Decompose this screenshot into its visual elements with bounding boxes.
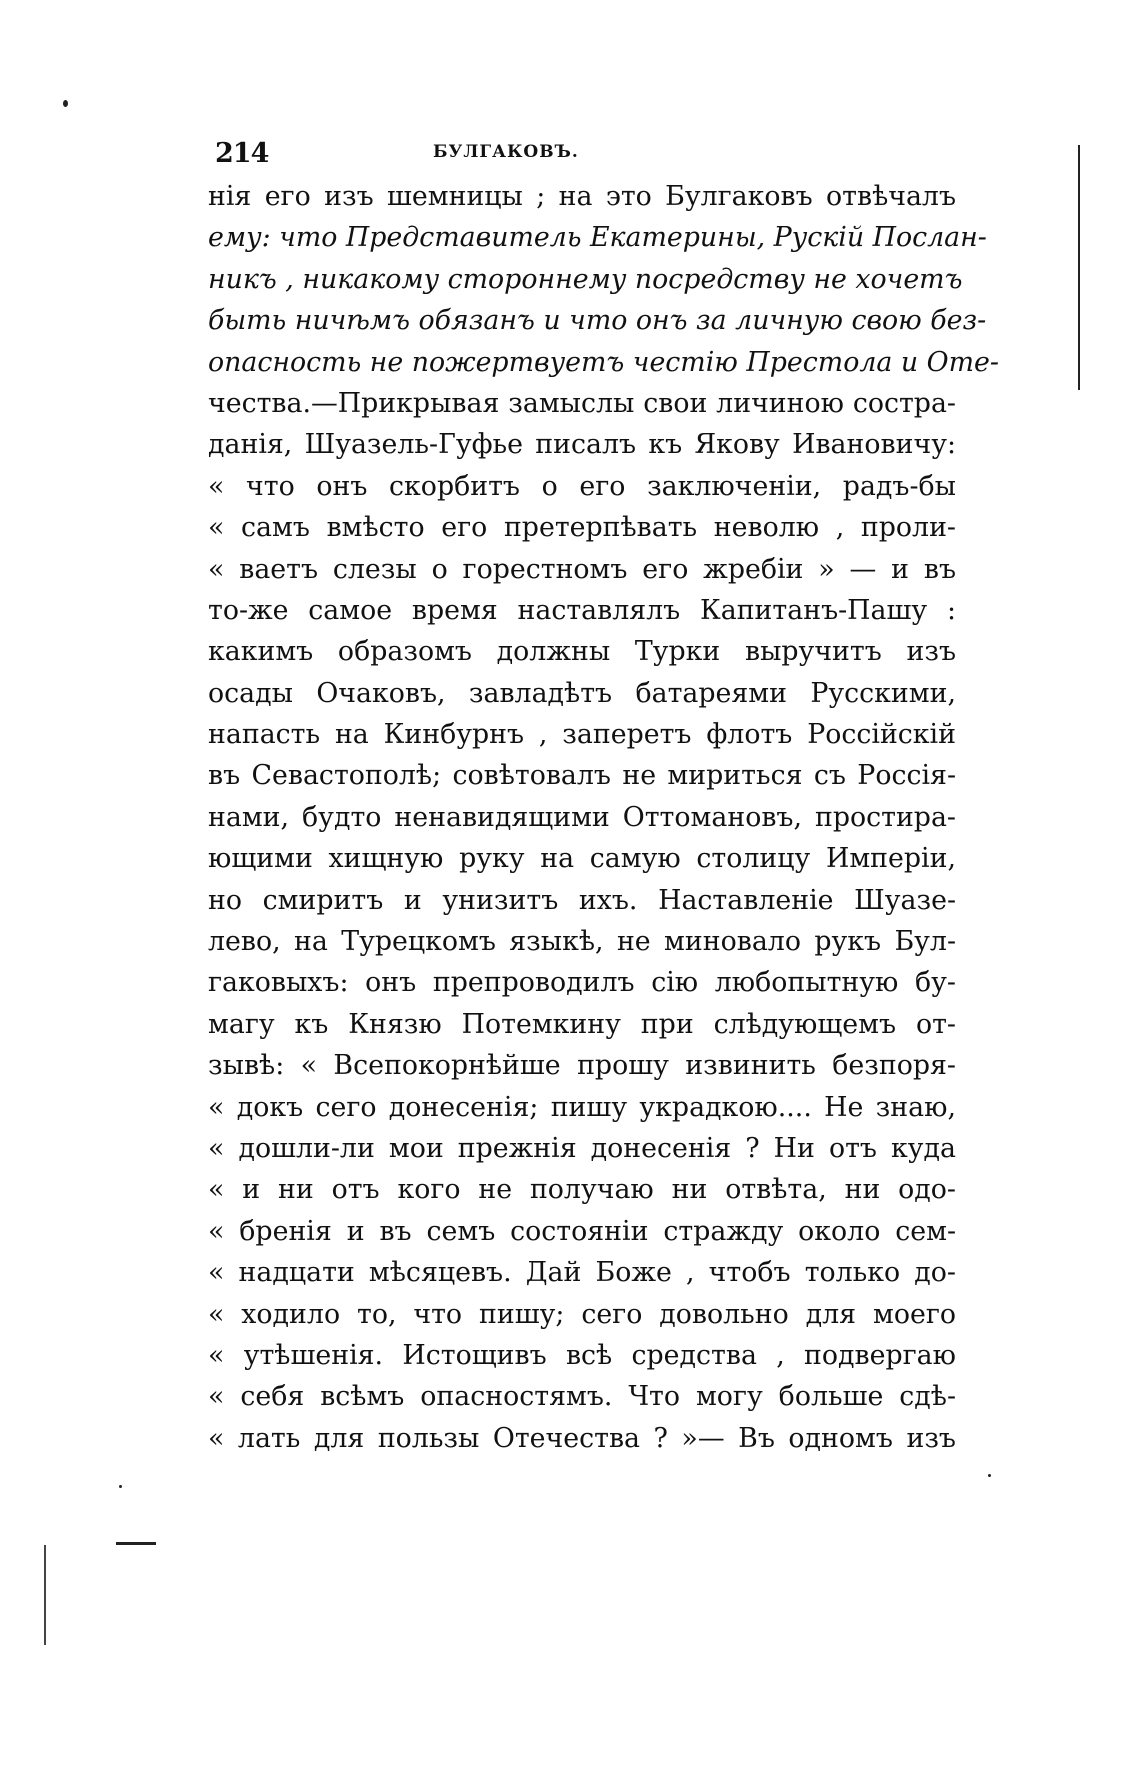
margin-dash [116, 1542, 156, 1545]
text-line: магу къ Князю Потемкину при слѣдующемъ от- [208, 1008, 956, 1040]
text-line: осады Очаковъ, завладѣтъ батареями Русскими, [208, 677, 956, 709]
text-line: « лать для пользы Отечества ? »— Въ одномъ изъ [208, 1422, 956, 1454]
text-line: опасность не пожертвуетъ честію Престола и Оте- [208, 346, 999, 378]
text-line: напасть на Кинбурнъ , заперетъ флотъ Россійскій [208, 719, 956, 751]
text-line: лево, на Турецкомъ языкѣ, не миновало рукъ Бул- [208, 926, 956, 958]
text-line: « самъ вмѣсто его претерпѣвать неволю , проли- [208, 512, 956, 544]
text-line: гаковыхъ: онъ препроводилъ сію любопытную бу- [208, 967, 956, 999]
text-line: данія, Шуазель-Гуфье писалъ къ Якову Ивановичу: [208, 429, 956, 461]
text-line: « дошли-ли мои прежнія донесенія ? Ни отъ куда [208, 1132, 956, 1164]
text-line: « что онъ скорбитъ о его заключеніи, радъ-бы [208, 470, 956, 502]
scan-speck [63, 100, 68, 107]
text-line: какимъ образомъ должны Турки выручитъ изъ [208, 636, 956, 668]
text-line: чества.—Прикрывая замыслы свои личиною сострa- [208, 387, 956, 419]
scan-speck [119, 1485, 122, 1488]
margin-rule [44, 1545, 46, 1645]
text-line: « ходило то, что пишу; сего довольно для моего [208, 1298, 956, 1330]
body-text [208, 176, 999, 1459]
text-line: никъ , никакому стороннему посредству не хочетъ [208, 263, 963, 295]
text-line: ющими хищную руку на самую столицу Имперіи, [208, 843, 956, 875]
text-line: « себя всѣмъ опасностямъ. Что могу больше сдѣ- [208, 1381, 956, 1413]
text-line: « бренія и въ семъ состояніи стражду около сем- [208, 1215, 956, 1247]
text-line: « надцати мѣсяцевъ. Дай Боже , чтобъ только до- [208, 1257, 956, 1289]
text-line: « ваетъ слезы о горестномъ его жребіи » — и въ [208, 553, 956, 585]
text-line: зывѣ: « Всепокорнѣйше прошу извинить безпоря- [208, 1050, 956, 1082]
scan-speck [988, 1474, 991, 1477]
running-head: БУЛГАКОВЪ. [433, 142, 579, 162]
page-header [215, 138, 950, 172]
text-line: « докъ сего донесенія; пишу украдкою.... Не знаю, [208, 1091, 956, 1123]
text-line: въ Севастополѣ; совѣтовалъ не мириться съ Россія- [208, 760, 956, 792]
text-line: « и ни отъ кого не получаю ни отвѣта, ни одо- [208, 1174, 956, 1206]
text-line: то-же самое время наставлялъ Капитанъ-Пашу : [208, 594, 956, 626]
text-line: быть ничѣмъ обязанъ и что онъ за личную свою без- [208, 305, 987, 337]
text-line: нія его изъ шемницы ; на это Булгаковъ отвѣчалъ [208, 181, 956, 212]
margin-rule [1078, 145, 1080, 390]
text-line: нами, будто ненавидящими Оттомановъ, простира- [208, 801, 956, 833]
page-number: 214 [215, 138, 269, 169]
text-line: « утѣшенія. Истощивъ всѣ средства , подвергаю [208, 1339, 956, 1371]
text-line: ему: что Представитель Екатерины, Рускій Послан- [208, 222, 987, 254]
text-line: но смиритъ и унизитъ ихъ. Наставленіе Шуазе- [208, 884, 956, 916]
